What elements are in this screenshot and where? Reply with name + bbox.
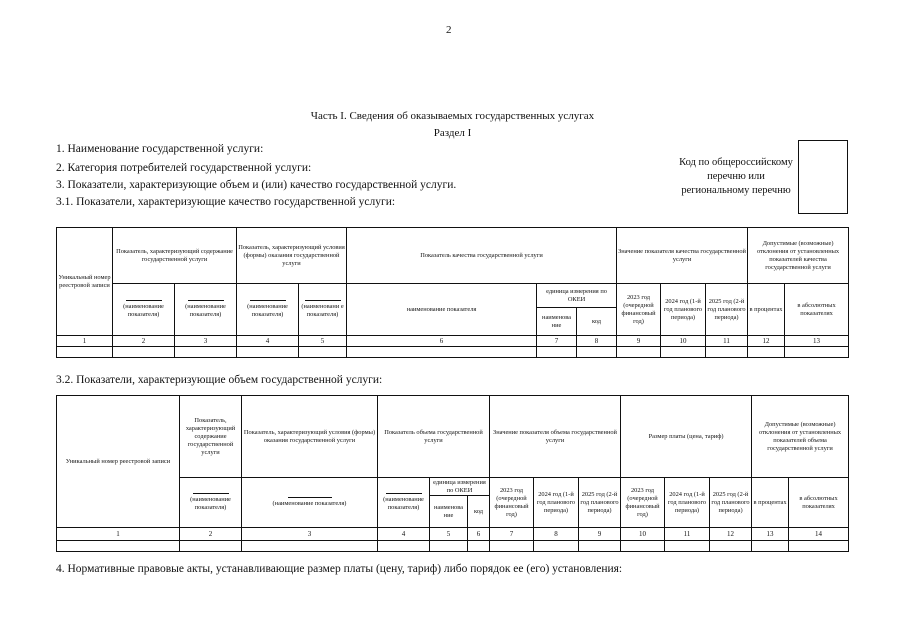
col-number: 5 <box>299 336 347 347</box>
volume-indicator-name: (наименование показателя) <box>378 478 430 528</box>
col-number: 14 <box>789 528 849 541</box>
col-number: 4 <box>378 528 430 541</box>
col-number: 9 <box>617 336 661 347</box>
absolute-header: в абсолютных показателях <box>785 284 849 336</box>
col-number: 8 <box>577 336 617 347</box>
deviation-header: Допустимые (возможные) отклонения от установленных показателей качества государственной услуги <box>748 228 849 284</box>
col-number: 13 <box>752 528 789 541</box>
unique-number-header: Уникальный номер реестровой записи <box>57 228 113 336</box>
year-2024-header: 2024 год (1-й год планового периода) <box>534 478 579 528</box>
col-number: 11 <box>665 528 710 541</box>
section-title: Раздел I <box>433 127 472 139</box>
page-number: 2 <box>446 24 452 36</box>
conditions-name-1: (наименование показателя) <box>242 478 378 528</box>
conditions-name-1: (наименование показателя) <box>237 284 299 336</box>
fee-year-2023-header: 2023 год (очередной финансовый год) <box>621 478 665 528</box>
percent-header: в процентах <box>748 284 785 336</box>
year-2024-header: 2024 год (1-й год планового периода) <box>661 284 706 336</box>
volume-indicators-line: 3.2. Показатели, характеризующие объем государственной услуги: <box>56 374 383 386</box>
volume-value-header: Значение показателя объема государственной услуги <box>490 396 621 478</box>
unit-code-header: код <box>577 308 617 336</box>
col-number: 12 <box>710 528 752 541</box>
year-2023-header: 2023 год (очередной финансовый год) <box>617 284 661 336</box>
unique-number-header: Уникальный номер реестровой записи <box>57 396 180 528</box>
conditions-name-2: (наименовани е показателя) <box>299 284 347 336</box>
col-number: 1 <box>57 336 113 347</box>
content-name-1: (наименование показателя) <box>113 284 175 336</box>
unit-okei-header: единица измерения по ОКЕИ <box>430 478 490 496</box>
fee-year-2024-header: 2024 год (1-й год планового периода) <box>665 478 710 528</box>
registry-code-box <box>798 140 848 214</box>
quality-value-header: Значение показателя качества государственной услуги <box>617 228 748 284</box>
col-number: 2 <box>180 528 242 541</box>
volume-table <box>56 395 849 552</box>
col-number: 10 <box>661 336 706 347</box>
absolute-header: в абсолютных показателях <box>789 478 849 528</box>
content-name-2: (наименование показателя) <box>175 284 237 336</box>
column-number-row <box>57 336 849 347</box>
col-number: 7 <box>537 336 577 347</box>
col-number: 12 <box>748 336 785 347</box>
col-number: 2 <box>113 336 175 347</box>
fee-header: Размер платы (цена, тариф) <box>621 396 752 478</box>
col-number: 3 <box>175 336 237 347</box>
conditions-indicator-header: Показатель, характеризующий условия (формы) оказания государственной услуги <box>242 396 378 478</box>
content-name-1: (наименование показателя) <box>180 478 242 528</box>
col-number: 11 <box>706 336 748 347</box>
registry-code-label: Код по общероссийскому перечню или региональному перечню <box>679 157 793 196</box>
year-2025-header: 2025 год (2-й год планового периода) <box>579 478 621 528</box>
col-number: 6 <box>347 336 537 347</box>
year-2023-header: 2023 год (очередной финансовый год) <box>490 478 534 528</box>
unit-name-header: наименова ние <box>430 496 468 528</box>
col-number: 8 <box>534 528 579 541</box>
volume-indicator-header: Показатель объема государственной услуги <box>378 396 490 478</box>
column-number-row <box>57 528 849 541</box>
col-number: 9 <box>579 528 621 541</box>
unit-code-header: код <box>468 496 490 528</box>
quality-indicators-line: 3.1. Показатели, характеризующие качество государственной услуги: <box>56 196 396 208</box>
col-number: 13 <box>785 336 849 347</box>
col-number: 4 <box>237 336 299 347</box>
quality-indicator-header: Показатель качества государственной услуги <box>347 228 617 284</box>
conditions-indicator-header: Показатель, характеризующий условия (формы) оказания государственной услуги <box>237 228 347 284</box>
quality-table <box>56 227 849 358</box>
unit-okei-header: единица измерения по ОКЕИ <box>537 284 617 308</box>
service-name-line: 1. Наименование государственной услуги: <box>56 143 264 155</box>
content-indicator-header: Показатель, характеризующий содержание государственной услуги <box>113 228 237 284</box>
col-number: 3 <box>242 528 378 541</box>
fee-year-2025-header: 2025 год (2-й год планового периода) <box>710 478 752 528</box>
empty-data-row <box>57 347 849 358</box>
unit-name-header: наименова ние <box>537 308 577 336</box>
consumer-category-line: 2. Категория потребителей государственной услуги: <box>56 162 312 174</box>
col-number: 7 <box>490 528 534 541</box>
deviation-header: Допустимые (возможные) отклонения от установленных показателей объема государственной услуги <box>752 396 849 478</box>
part-title: Часть I. Сведения об оказываемых государственных услугах <box>310 110 595 122</box>
col-number: 5 <box>430 528 468 541</box>
content-indicator-header: Показатель, характеризующий содержание государственной услуги <box>180 396 242 478</box>
empty-data-row <box>57 541 849 552</box>
col-number: 6 <box>468 528 490 541</box>
indicator-name-header: наименование показателя <box>347 284 537 336</box>
col-number: 1 <box>57 528 180 541</box>
year-2025-header: 2025 год (2-й год планового периода) <box>706 284 748 336</box>
percent-header: в процентах <box>752 478 789 528</box>
col-number: 10 <box>621 528 665 541</box>
legal-acts-line: 4. Нормативные правовые акты, устанавливающие размер платы (цену, тариф) либо порядок ее (его) установления: <box>56 563 623 575</box>
indicators-line: 3. Показатели, характеризующие объем и (или) качество государственной услуги. <box>56 179 457 191</box>
